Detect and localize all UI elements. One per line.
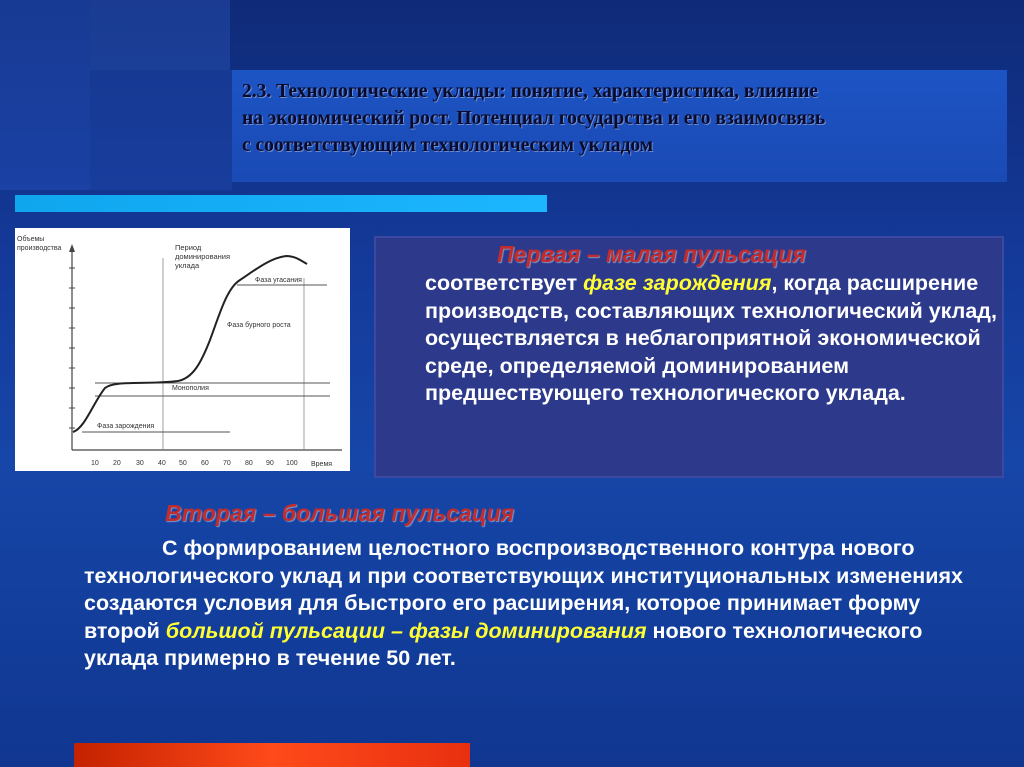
bg-square-left — [0, 0, 90, 190]
x-tick-label: 50 — [179, 460, 187, 467]
first-text-end: , когда расширение производств, составляющих технологический уклад, осуществляется в неблагоприятной экономической среде, определяемой доминированием предшествующего технологического уклада. — [425, 271, 997, 405]
x-tick-labels — [91, 460, 298, 467]
second-text-start: С формированием целостного воспроизводственного контура нового технологического уклад и при соответствующих институциональных изменениях создаются условия для быстрого его расширения, которое принимает форму второй — [84, 536, 963, 643]
x-tick-label: 80 — [245, 460, 253, 467]
x-tick-label: 10 — [91, 460, 99, 467]
fade-phase-label: Фаза угасания — [255, 277, 302, 284]
monopoly-label: Монополия — [172, 385, 209, 392]
accent-bar-cyan — [15, 195, 547, 212]
first-pulsation-text — [425, 270, 1000, 408]
rapid-growth-label: Фаза бурного роста — [227, 322, 291, 329]
period-label-2: доминирования — [175, 252, 231, 261]
x-tick-label: 20 — [113, 460, 121, 467]
second-pulsation-text — [84, 535, 999, 673]
origin-phase-label: Фаза зарождения — [97, 423, 155, 430]
x-tick-label: 40 — [158, 460, 166, 467]
y-axis-label-2: производства — [17, 245, 62, 252]
technology-cycle-diagram — [15, 228, 350, 471]
accent-bar-red — [74, 743, 470, 767]
bg-square-top — [90, 0, 230, 70]
second-pulsation-heading: Вторая – большая пульсация — [165, 500, 515, 526]
period-label-3: уклада — [175, 261, 200, 270]
x-tick-label: 100 — [286, 460, 298, 467]
x-tick-label: 90 — [266, 460, 274, 467]
x-tick-label: 30 — [136, 460, 144, 467]
period-label-1: Период — [175, 243, 202, 252]
slide-title — [242, 78, 1002, 159]
y-axis-label-1: Объемы — [17, 236, 45, 243]
x-tick-label: 60 — [201, 460, 209, 467]
x-tick-label: 70 — [223, 460, 231, 467]
first-text-start: соответствует — [425, 271, 584, 295]
first-pulsation-heading: Первая – малая пульсация — [497, 241, 806, 267]
bg-square-mid — [90, 70, 232, 190]
x-axis-label: Время — [311, 461, 333, 468]
title-line-2: на экономический рост. Потенциал государства и его взаимосвязь — [242, 108, 826, 129]
diagram-box — [15, 228, 350, 471]
y-axis-arrow — [69, 244, 75, 252]
title-line-1: 2.3. Технологические уклады: понятие, характеристика, влияние — [242, 81, 819, 102]
title-line-3: с соответствующим технологическим укладом — [242, 135, 654, 156]
first-text-highlight: фазе зарождения — [583, 271, 772, 295]
second-text-highlight: большой пульсации – фазы доминирования — [165, 618, 647, 643]
second-text-end: нового технологического уклада примерно в течение 50 лет. — [84, 618, 923, 670]
